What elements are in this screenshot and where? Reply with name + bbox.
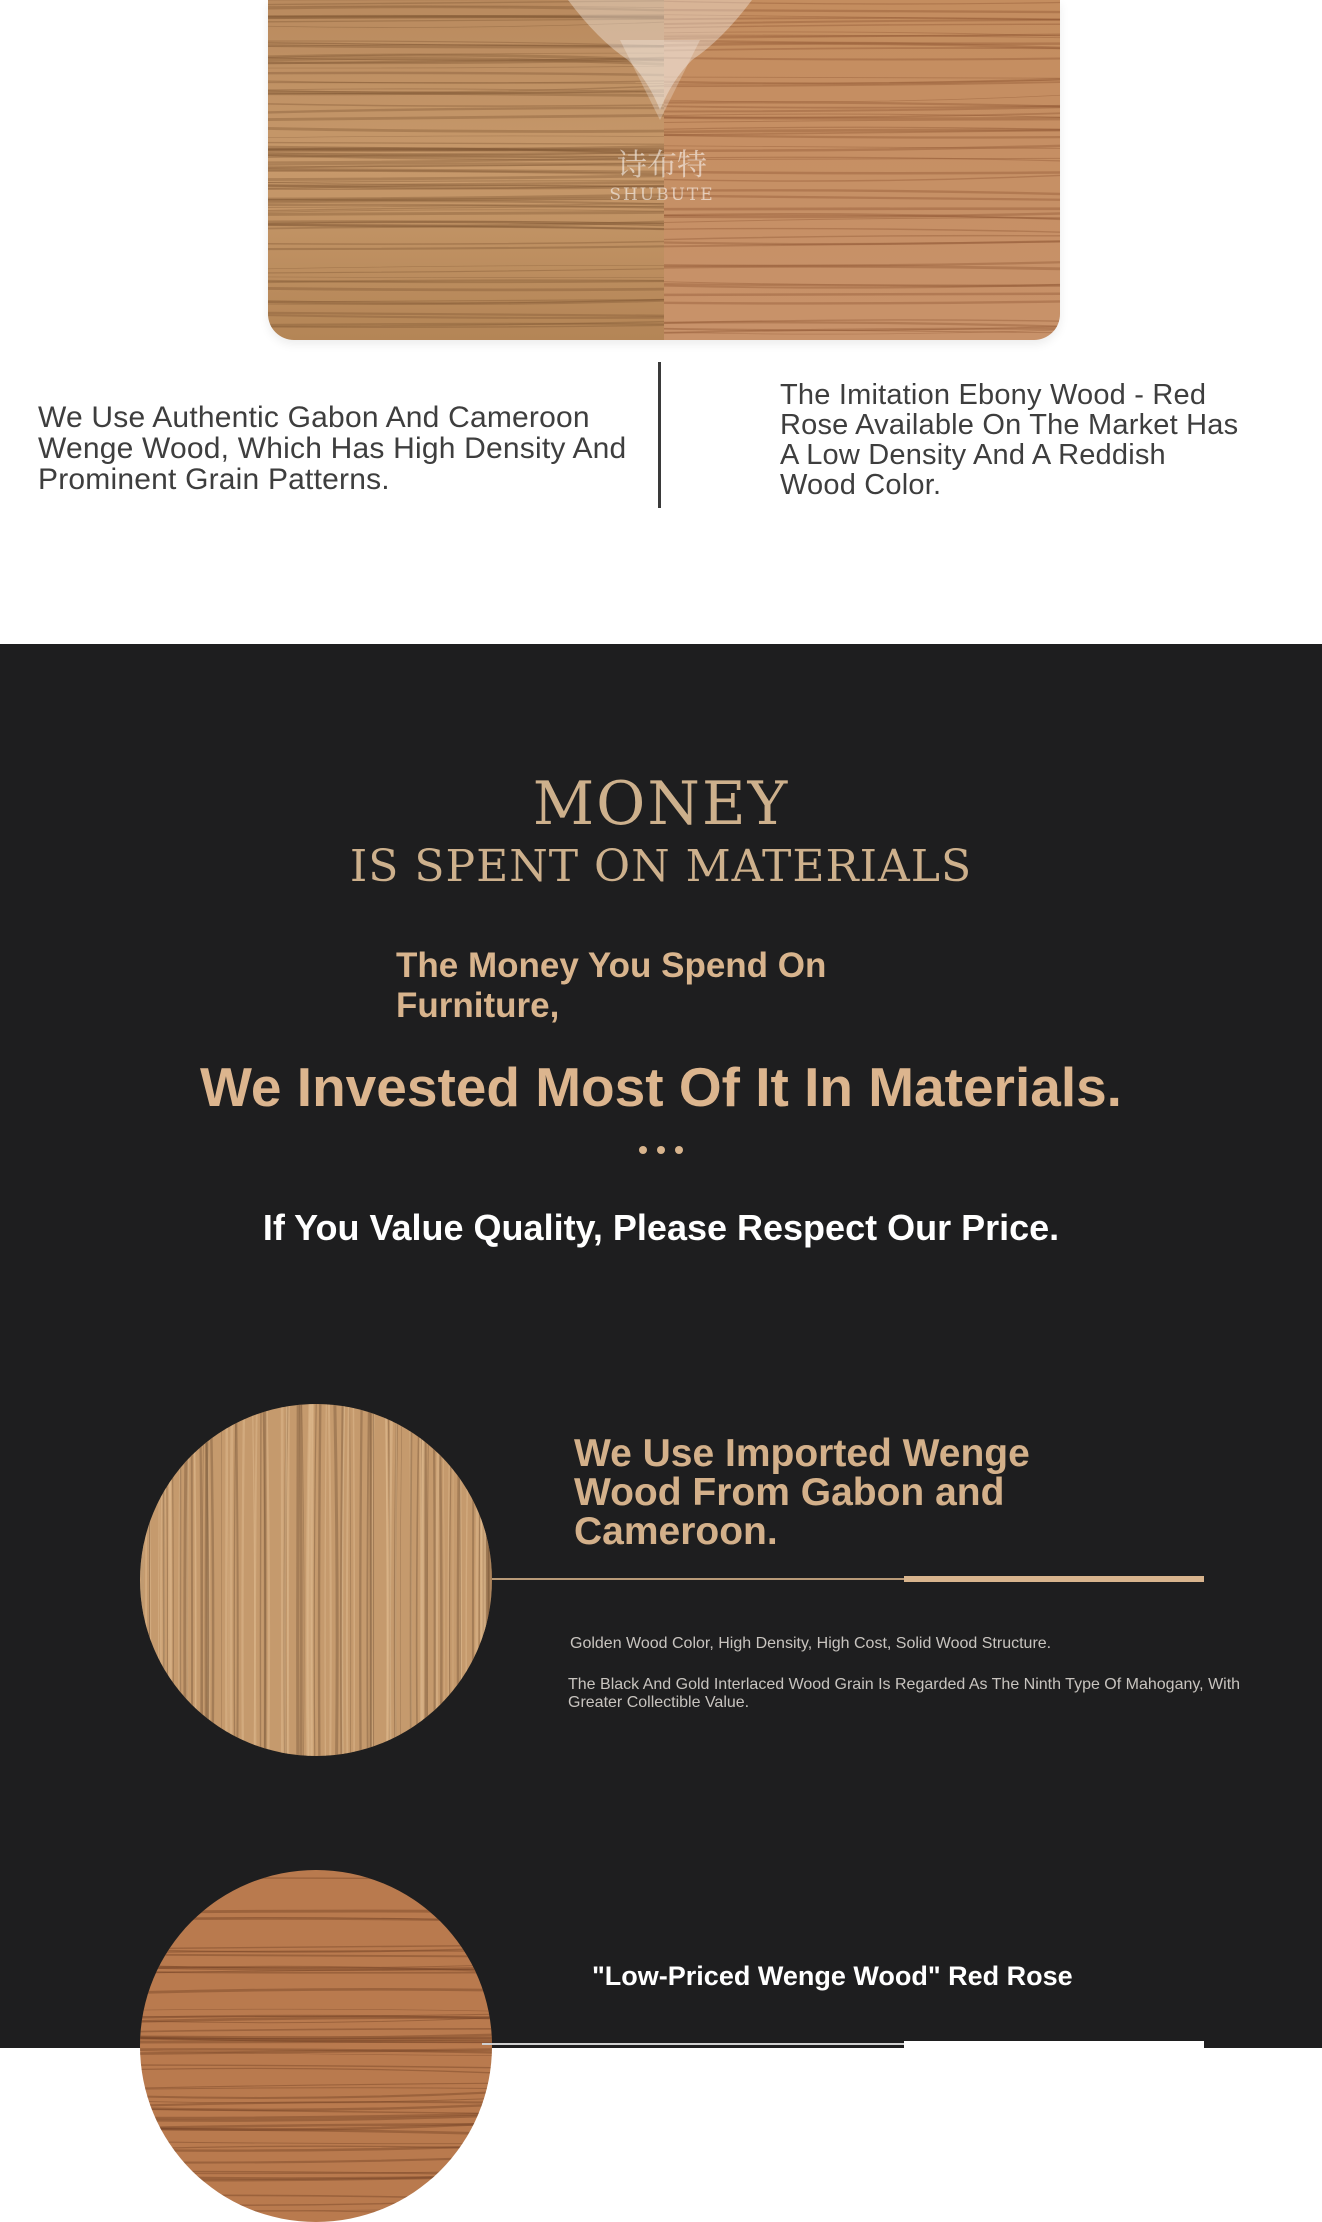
- feature-divider-line: [492, 1578, 904, 1580]
- wenge-note-grain: The Black And Gold Interlaced Wood Grain Is Regarded As The Ninth Type Of Mahogany, With Greater Collectible Value.: [568, 1676, 1241, 1711]
- authentic-wood-caption: We Use Authentic Gabon And Cameroon Wenge Wood, Which Has High Density And Prominent Grain Patterns.: [38, 401, 627, 496]
- ellipsis-dots: [0, 1146, 1322, 1166]
- wenge-note-properties: Golden Wood Color, High Density, High Cost, Solid Wood Structure.: [570, 1635, 1052, 1652]
- wood-comparison-image: [268, 0, 1060, 340]
- money-spend-lead: The Money You Spend On Furniture,: [396, 946, 827, 1025]
- watermark-latin: SHUBUTE: [609, 185, 715, 205]
- feature-divider-accent: [904, 1576, 1204, 1582]
- invested-in-materials-headline: We Invested Most Of It In Materials.: [200, 1056, 1122, 1118]
- value-quality-line: If You Value Quality, Please Respect Our Price.: [262, 1207, 1060, 1248]
- materials-section: [0, 644, 1322, 2048]
- red-rose-title: "Low-Priced Wenge Wood" Red Rose: [592, 1961, 1073, 1991]
- wenge-wood-sample-image: [140, 1404, 492, 1756]
- heading-spent-on-materials: IS SPENT ON MATERIALS: [349, 841, 973, 892]
- heading-money: MONEY: [532, 769, 790, 839]
- feature-2-divider-accent: [904, 2041, 1204, 2048]
- imitation-wood-caption: The Imitation Ebony Wood - Red Rose Available On The Market Has A Low Density And A Reddish Wood Color.: [780, 379, 1239, 501]
- imported-wenge-title: We Use Imported Wenge Wood From Gabon and Cameroon.: [574, 1432, 1030, 1553]
- red-rose-wood-sample-image: [140, 1870, 492, 2222]
- vertical-divider: [658, 362, 661, 508]
- watermark-chinese: 诗布特: [617, 148, 707, 183]
- feature-2-divider-line: [482, 2043, 904, 2045]
